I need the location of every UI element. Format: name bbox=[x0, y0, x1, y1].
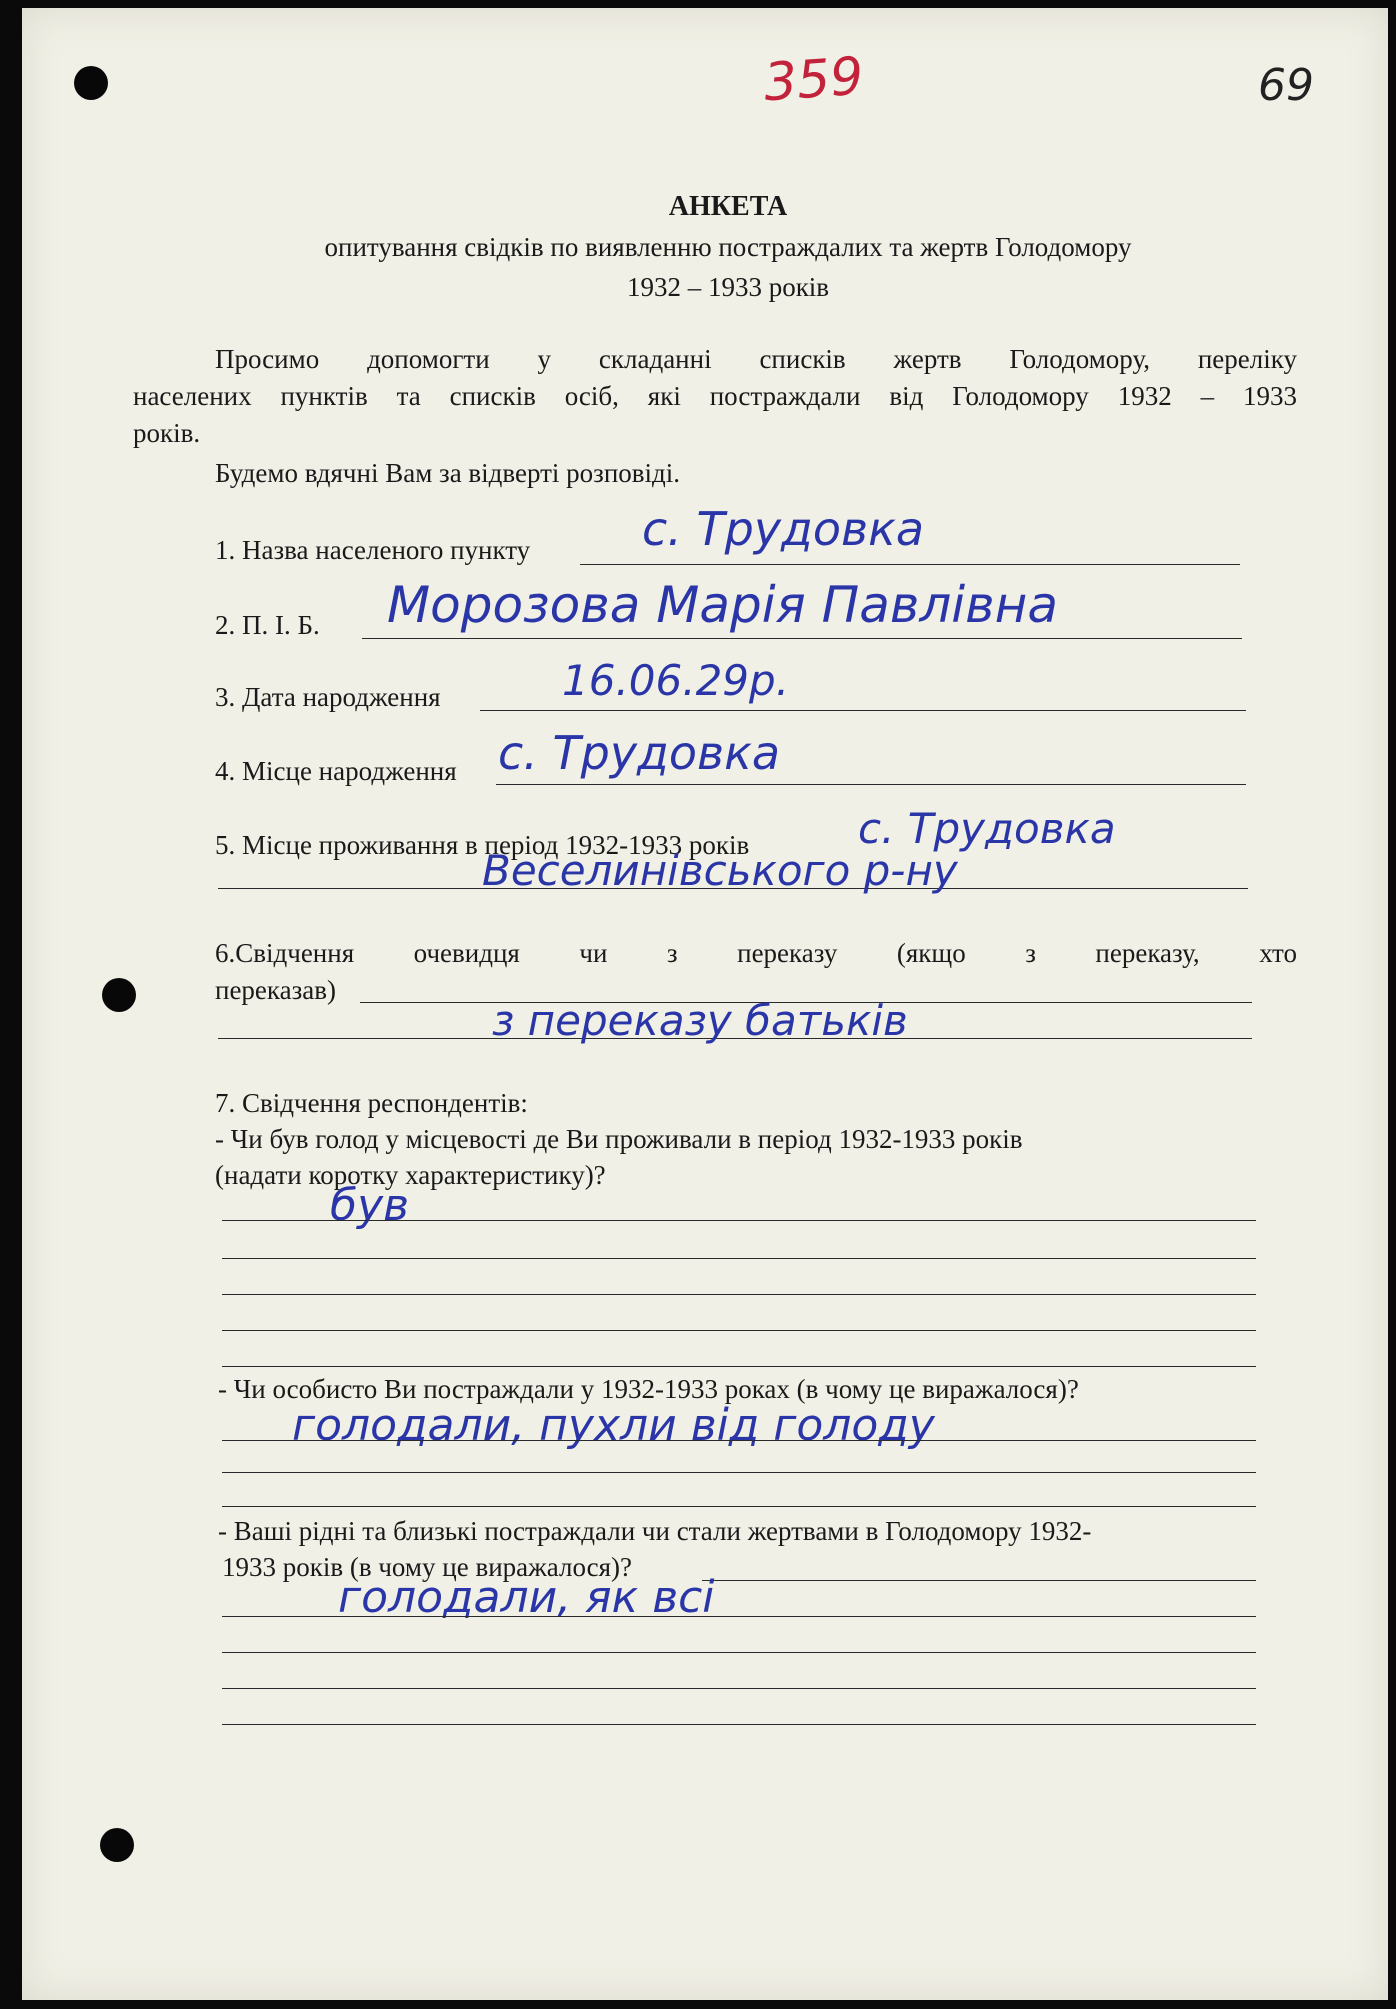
answer-1[interactable]: був bbox=[330, 1180, 410, 1231]
birth-date-line bbox=[480, 710, 1246, 711]
intro-line: років. bbox=[133, 418, 201, 448]
birth-place-line bbox=[496, 784, 1246, 785]
answer-line bbox=[222, 1724, 1256, 1725]
question-1-cont: (надати коротку характеристику)? bbox=[215, 1160, 606, 1190]
birth-date-value[interactable]: 16.06.29р. bbox=[562, 656, 790, 705]
answer-line bbox=[222, 1258, 1256, 1259]
form-subtitle: опитування свідків по виявленню постраждалих та жертв Голодомору bbox=[324, 232, 1132, 262]
settlement-value[interactable]: с. Трудовка bbox=[642, 502, 925, 556]
punch-hole bbox=[100, 1828, 134, 1862]
settlement-label: 1. Назва населеного пункту bbox=[215, 535, 531, 565]
answer-line bbox=[222, 1294, 1256, 1295]
birth-place-value[interactable]: с. Трудовка bbox=[498, 726, 781, 780]
birth-place-label: 4. Місце народження bbox=[215, 756, 457, 786]
residence-value-2[interactable]: Веселинівського р-ну bbox=[482, 846, 958, 895]
intro-thanks: Будемо вдячні Вам за відверті розповіді. bbox=[215, 458, 681, 488]
answer-line bbox=[222, 1330, 1256, 1331]
question-2: - Чи особисто Ви постраждали у 1932-1933 роках (в чому це виражалося)? bbox=[218, 1374, 1079, 1404]
form-years: 1932 – 1933 років bbox=[626, 272, 830, 302]
testimony-label: 6.Свідчення очевидця чи з переказу (якщо з переказу, хто bbox=[215, 938, 1297, 968]
answer-line bbox=[222, 1506, 1256, 1507]
answer-line bbox=[222, 1616, 1256, 1617]
question-3: - Ваші рідні та близькі постраждали чи стали жертвами в Голодомору 1932- bbox=[218, 1516, 1092, 1546]
section7-title: 7. Свідчення респондентів: bbox=[215, 1088, 528, 1118]
answer-line bbox=[222, 1688, 1256, 1689]
name-label: 2. П. І. Б. bbox=[215, 610, 320, 640]
settlement-line bbox=[580, 564, 1240, 565]
intro-line: Просимо допомогти у складанні списків жертв Голодомору, переліку bbox=[215, 344, 1297, 374]
name-value[interactable]: Морозова Марія Павлівна bbox=[387, 576, 1058, 634]
page-number: 69 bbox=[1258, 60, 1314, 111]
punch-hole bbox=[74, 66, 108, 100]
answer-line bbox=[222, 1652, 1256, 1653]
punch-hole bbox=[102, 978, 136, 1012]
form-title: АНКЕТА bbox=[668, 191, 788, 222]
answer-3[interactable]: голодали, як всі bbox=[338, 1572, 715, 1623]
residence-label: 5. Місце проживання в період 1932-1933 років bbox=[215, 830, 750, 860]
archive-number: 359 bbox=[762, 46, 866, 114]
answer-line bbox=[222, 1366, 1256, 1367]
answer-2[interactable]: голодали, пухли від голоду bbox=[292, 1400, 935, 1451]
answer-line bbox=[222, 1440, 1256, 1441]
question-3-cont: 1933 років (в чому це виражалося)? bbox=[222, 1552, 633, 1582]
testimony-value[interactable]: з переказу батьків bbox=[492, 996, 908, 1045]
name-line bbox=[362, 638, 1242, 639]
answer-line bbox=[222, 1472, 1256, 1473]
testimony-label-2: переказав) bbox=[215, 975, 336, 1005]
form-sheet bbox=[22, 8, 1388, 2000]
intro-line: населених пунктів та списків осіб, які постраждали від Голодомору 1932 – 1933 bbox=[133, 381, 1297, 411]
answer-line bbox=[222, 1220, 1256, 1221]
birth-date-label: 3. Дата народження bbox=[215, 682, 441, 712]
residence-value-1[interactable]: с. Трудовка bbox=[858, 804, 1116, 853]
answer-line bbox=[702, 1580, 1256, 1581]
question-1: - Чи був голод у місцевості де Ви проживали в період 1932-1933 років bbox=[215, 1124, 1023, 1154]
